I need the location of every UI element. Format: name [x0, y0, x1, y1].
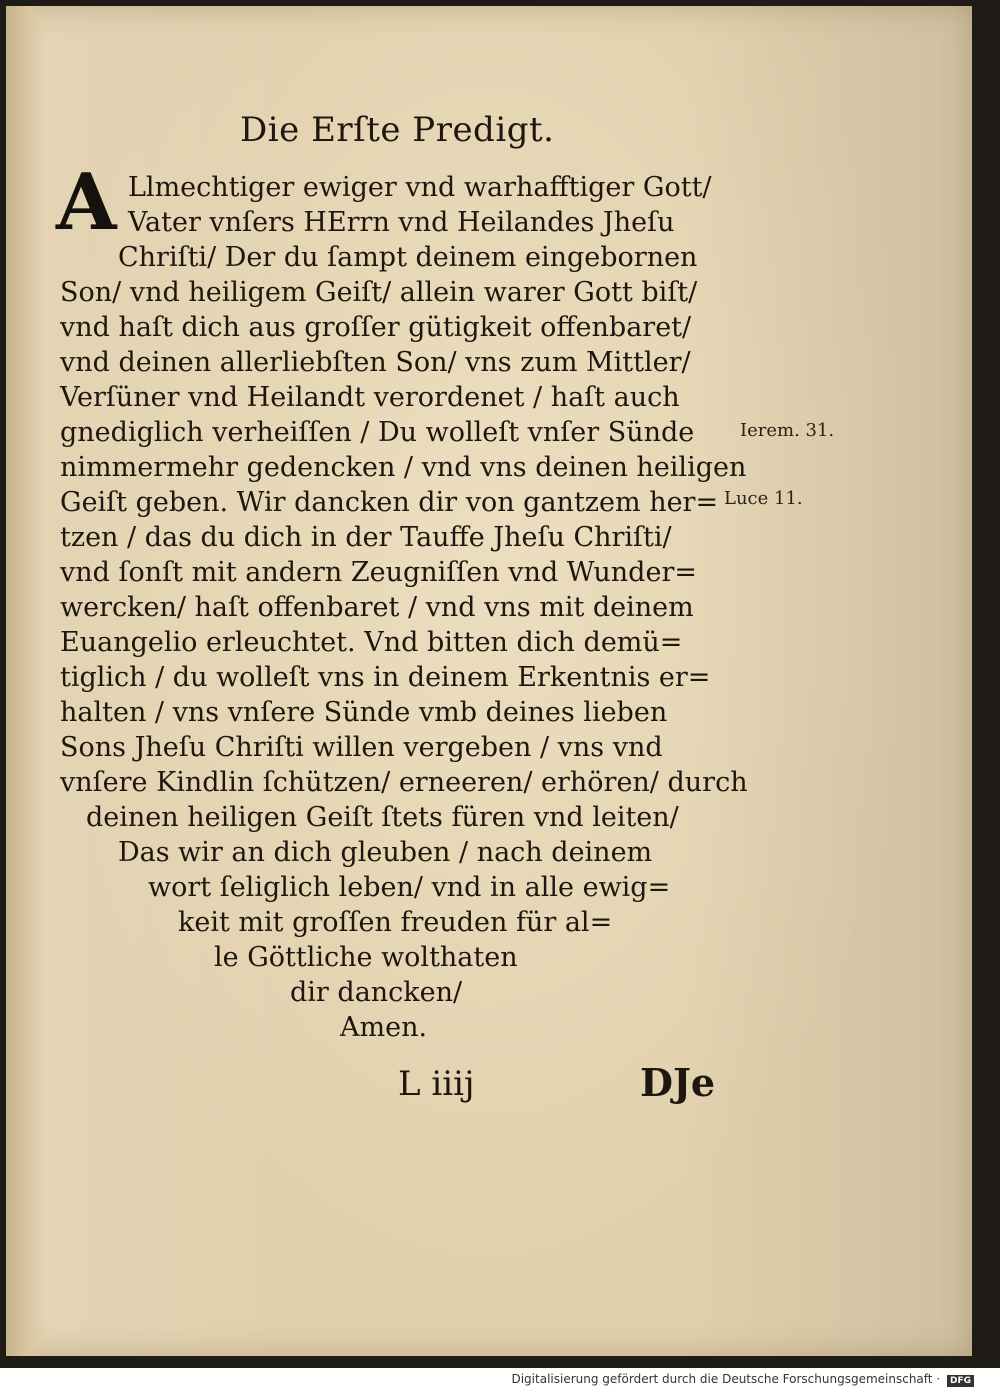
text-line: deinen heiligen Geiſt ſtets füren vnd leiten/ — [86, 802, 679, 833]
drop-initial: A — [56, 157, 117, 248]
page-gutter — [6, 6, 44, 1356]
text-line: le Göttliche wolthaten — [214, 942, 518, 973]
text-line: Euangelio erleuchtet. Vnd bitten dich demü= — [60, 627, 683, 658]
text-line: wercken/ haſt offenbaret / vnd vns mit deinem — [60, 592, 694, 623]
digitization-credit: Digitalisierung gefördert durch die Deutsche Forschungsgemeinschaft · DFG — [511, 1372, 974, 1387]
credit-text: Digitalisierung gefördert durch die Deutsche Forschungsgemeinschaft — [511, 1372, 933, 1386]
text-line: keit mit groſſen freuden für al= — [178, 907, 613, 938]
text-line: nimmermehr gedencken / vnd vns deinen heiligen — [60, 452, 747, 483]
margin-note: Luce 11. — [724, 488, 803, 509]
text-line: dir dancken/ — [290, 977, 463, 1008]
text-line: vnſere Kindlin ſchützen/ erneeren/ erhören/ durch — [60, 767, 748, 798]
text-line: tzen / das du dich in der Tauffe Jheſu Chriſti/ — [60, 522, 672, 553]
signature-mark: L iiij — [398, 1064, 475, 1104]
text-line: vnd haſt dich aus groſſer gütigkeit offenbaret/ — [60, 312, 692, 343]
text-line: vnd ſonſt mit andern Zeugniſſen vnd Wunder= — [60, 557, 697, 588]
text-line: tiglich / du wolleſt vns in deinem Erkentnis er= — [60, 662, 711, 693]
text-line: Sons Jheſu Chriſti willen vergeben / vns vnd — [60, 732, 663, 763]
catchword: DJe — [640, 1060, 716, 1105]
text-line: Das wir an dich gleuben / nach deinem — [118, 837, 653, 868]
text-line: Geiſt geben. Wir dancken dir von gantzem her= — [60, 487, 719, 518]
text-line: Son/ vnd heiligem Geiſt/ allein warer Gott biſt/ — [60, 277, 698, 308]
text-line: Vater vnſers HErrn vnd Heilandes Jheſu — [128, 207, 675, 238]
page-heading: Die Erſte Predigt. — [240, 110, 555, 150]
text-line: Llmechtiger ewiger vnd warhafftiger Gott/ — [128, 172, 712, 203]
text-line: gnediglich verheiſſen / Du wolleſt vnſer Sünde — [60, 417, 695, 448]
text-line: Amen. — [340, 1012, 428, 1043]
text-line: Chriſti/ Der du ſampt deinem eingebornen — [118, 242, 698, 273]
text-line: wort ſeliglich leben/ vnd in alle ewig= — [148, 872, 671, 903]
margin-note: Ierem. 31. — [740, 420, 835, 441]
text-line: Verſüner vnd Heilandt verordenet / haſt auch — [60, 382, 680, 413]
text-line: halten / vns vnſere Sünde vmb deines lieben — [60, 697, 668, 728]
dfg-logo-icon: DFG — [947, 1375, 974, 1387]
text-line: vnd deinen allerliebſten Son/ vns zum Mittler/ — [60, 347, 691, 378]
